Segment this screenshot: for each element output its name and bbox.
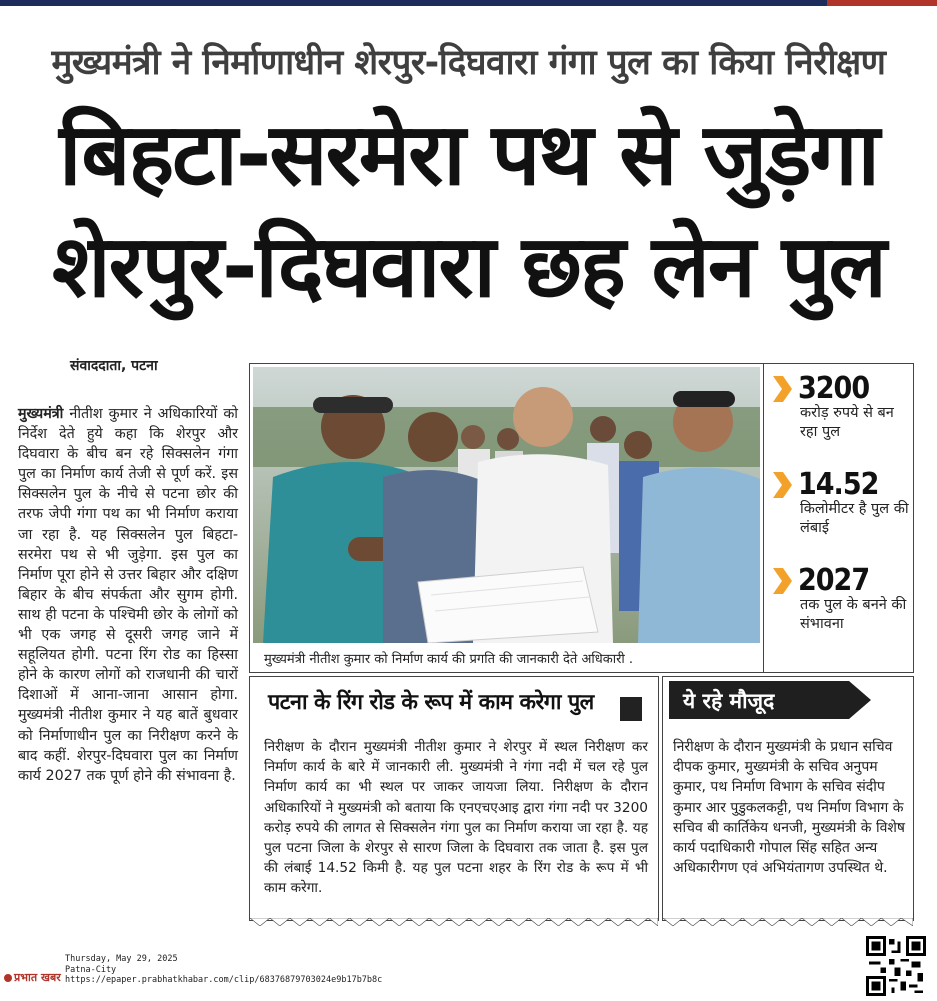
brand-logo: [4, 970, 61, 985]
chevron-right-icon: [770, 374, 794, 404]
ring-road-heading: पटना के रिंग रोड के रूप में काम करेगा पुल: [268, 690, 594, 715]
photo-frame: [249, 363, 764, 673]
clip-meta: [65, 954, 382, 986]
news-photo: [253, 367, 760, 643]
fact-description: करोड़ रुपये से बन रहा पुल: [800, 405, 894, 440]
byline: संवाददाता, पटना: [70, 358, 158, 374]
fact-number: 14.52: [798, 467, 879, 502]
top-rule: [0, 0, 937, 6]
fact-description: तक पुल के बनने की संभावना: [800, 597, 907, 632]
story-body: [18, 404, 238, 786]
fact-item: [770, 467, 913, 538]
chevron-right-icon: [770, 566, 794, 596]
clip-date: Thursday, May 29, 2025: [65, 954, 178, 964]
present-text: निरीक्षण के दौरान मुख्यमंत्री के प्रधान सचिव दीपक कुमार, मुख्यमंत्री के सचिव अनुपम कुमार, पथ निर्माण विभाग के सचिव संदीप कुमार आर पुडुकलकट्टी, पथ निर्माण विभाग के सचिव बी कार्तिकेय धनजी, मुख्यमंत्री के विशेष कार्य पदाधिकारी गोपाल सिंह सहित अन्य अधिकारीगण एवं अभियंतागण उपस्थित थे.: [673, 739, 905, 877]
present-box: [662, 676, 914, 921]
story-text: नीतीश कुमार ने अधिकारियों को निर्देश देते हुये कहा कि शेरपुर और दिघवारा के बीच बन रहे सिक्सलेन गंगा पुल का निर्माण कार्य तेजी से पूर्ण करें. इस सिक्सलेन पुल के नीचे से पटना छोर की तरफ जेपी गंगा पथ का भी निर्माण कराया जा रहा है. यह सिक्सलेन पुल बिहटा-सरमेरा पथ से भी जुड़ेगा. इस पुल का निर्माण पूरा होने से उत्तर बिहार और दक्षिण बिहार के बीच संपर्कता और सुगम होगी. साथ ही पटना के पश्चिमी छोर के लोगों को भी एक जगह से दूसरी जगह जाने में सहूलियत होगी. पटना रिंग रोड का हिस्सा होने के कारण लोगों को राजधानी की चारों दिशाओं में आना-जाना आसान होगा. मुख्यमंत्री नीतीश कुमार ने यह बातें बुधवार को निर्माणाधीन पुल का निरीक्षण करने के बाद कहीं. शेरपुर-दिघवारा पुल का निर्माण कार्य 2027 तक पूर्ण होने की संभावना है.: [18, 406, 239, 784]
ring-road-box: [249, 676, 659, 921]
logo-dot-icon: [4, 974, 12, 982]
qr-code-icon[interactable]: [866, 936, 926, 996]
photo-caption: मुख्यमंत्री नीतीश कुमार को निर्माण कार्य की प्रगति की जानकारी देते अधिकारी .: [264, 652, 634, 667]
fact-description: किलोमीटर है पुल की लंबाई: [800, 501, 909, 536]
fact-item: [770, 563, 913, 634]
main-headline-line-1: बिहटा-सरमेरा पथ से जुड़ेगा: [59, 105, 878, 205]
ring-road-text: निरीक्षण के दौरान मुख्यमंत्री नीतीश कुमार ने शेरपुर में स्थल निरीक्षण कर निर्माण कार्य के बारे में जानकारी ली. मुख्यमंत्री ने गंगा नदी में चल रहे पुल निर्माण कार्य का भी स्थल पर जाकर जायजा लिया. निरीक्षण के दौरान अधिकारियों ने मुख्यमंत्री को बताया कि एनएचएआइ द्वारा गंगा नदी पर 3200 करोड़ रुपये की लागत से सिक्सलेन गंगा पुल का निर्माण कराया जा रहा है. यह पुल पटना जिला के शेरपुर से सारण जिला के दिघवारा तक जाता है. इस पुल की लंबाई 14.52 किमी है. यह पुल पटना शहर के रिंग रोड के रूप में भी काम करेगा.: [264, 739, 648, 897]
fact-item: [770, 371, 913, 442]
fact-number: 2027: [798, 563, 870, 598]
fact-number: 3200: [798, 371, 870, 406]
heading-marker: [620, 697, 642, 721]
torn-edge: [663, 918, 913, 926]
brand-name: प्रभात खबर: [14, 971, 61, 984]
torn-edge: [250, 918, 658, 926]
present-heading-tab: [669, 681, 871, 719]
fact-box: [764, 363, 914, 673]
present-heading: ये रहे मौजूद: [683, 689, 775, 713]
lead-word: मुख्यमंत्री: [18, 406, 64, 422]
main-headline-line-2: शेरपुर-दिघवारा छह लेन पुल: [52, 217, 885, 317]
chevron-right-icon: [770, 470, 794, 500]
kicker-headline: मुख्यमंत्री ने निर्माणाधीन शेरपुर-दिघवारा गंगा पुल का किया निरीक्षण: [51, 43, 886, 83]
clip-edition: Patna-City: [65, 964, 117, 975]
clip-url[interactable]: https://epaper.prabhatkhabar.com/clip/68376879703024e9b17b7b8c: [65, 975, 383, 985]
footer: [0, 928, 937, 1001]
